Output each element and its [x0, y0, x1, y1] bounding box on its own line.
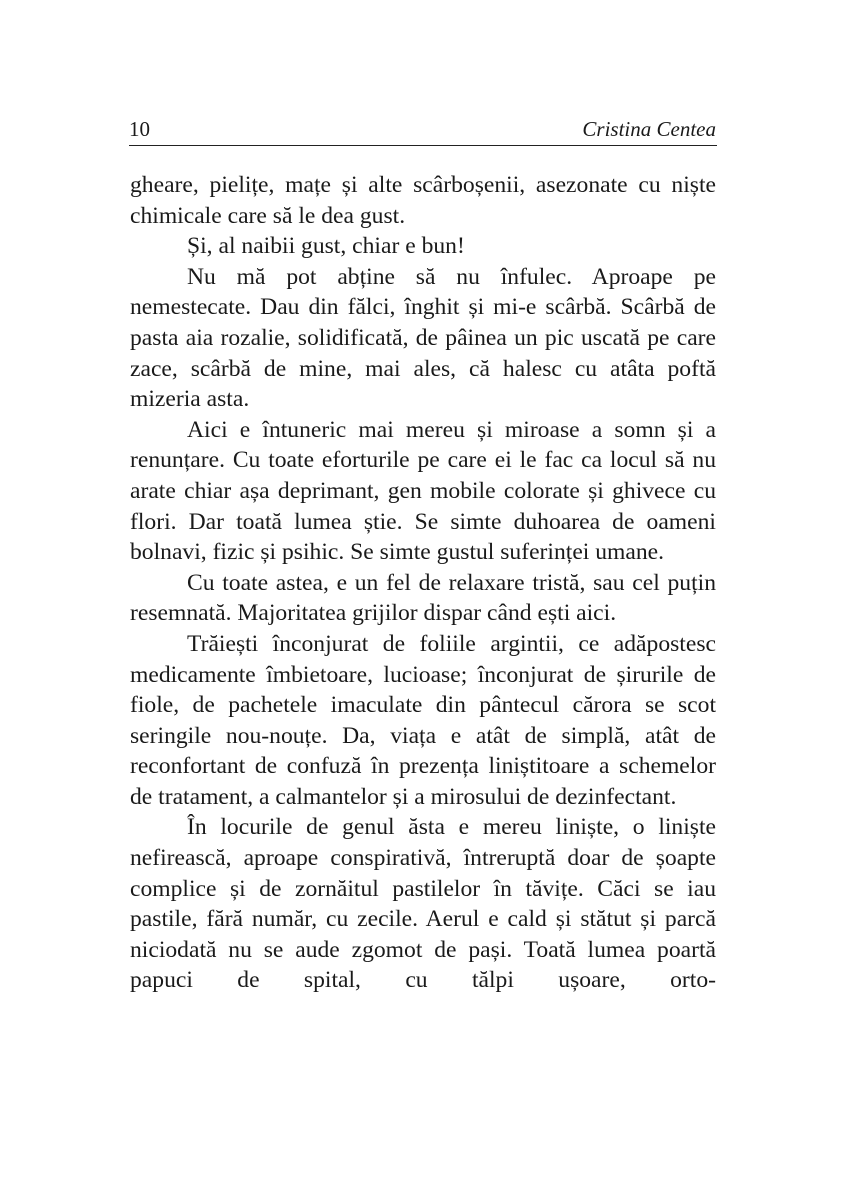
header-rule — [129, 145, 717, 146]
paragraph: gheare, pielițe, mațe și alte scârboșenii, asezonate cu niște chimicale care să le dea gust. — [130, 172, 716, 229]
paragraph: În locurile de genul ăsta e mereu liniște, o liniște nefirească, aproape conspirativă, întreruptă doar de șoapte complice și de zornăitul pastilelor în tăvițe. Căci se iau pastile, fără număr, cu zecile. Aerul e cald și stătut și parcă niciodată nu se aude zgomot de pași. Toată lumea poartă papuci de spital, cu tălpi ușoare, orto- — [130, 814, 716, 994]
paragraph: Nu mă pot abține să nu înfulec. Aproape pe nemestecate. Dau din fălci, înghit și mi-e scârbă. Scârbă de pasta aia rozalie, solidificată, de pâinea un pic uscată pe care zace, scârbă de mine, mai ales, că halesc cu atâta poftă mizeria asta. — [130, 263, 716, 413]
paragraph: Trăiești înconjurat de foliile argintii, ce adăpostesc medicamente îmbietoare, lucioase; înconjurat de șirurile de fiole, de pachetele imaculate din pântecul cărora se scot seringile nou-nouțe. Da, viața e atât de simplă, atât de reconfortant de confuză în prezența liniștitoare a schemelor de tratament, a calmantelor și a mirosului de dezinfectant. — [130, 630, 716, 810]
body-text — [130, 170, 716, 996]
paragraph: Cu toate astea, e un fel de relaxare tristă, sau cel puțin resemnată. Majoritatea grijilor dispar când ești aici. — [130, 569, 716, 627]
running-header — [129, 116, 716, 142]
paragraph: Aici e întuneric mai mereu și miroase a somn și a renunțare. Cu toate eforturile pe care ei le fac ca locul să nu arate chiar așa deprimant, gen mobile colorate și ghivece cu flori. Dar toată lumea știe. Se simte duhoarea de oameni bolnavi, fizic și psihic. Se simte gustul suferinței umane. — [130, 416, 716, 566]
page-number: 10 — [129, 117, 150, 141]
paragraph: Și, al naibii gust, chiar e bun! — [187, 233, 465, 260]
author-name: Cristina Centea — [582, 117, 716, 141]
